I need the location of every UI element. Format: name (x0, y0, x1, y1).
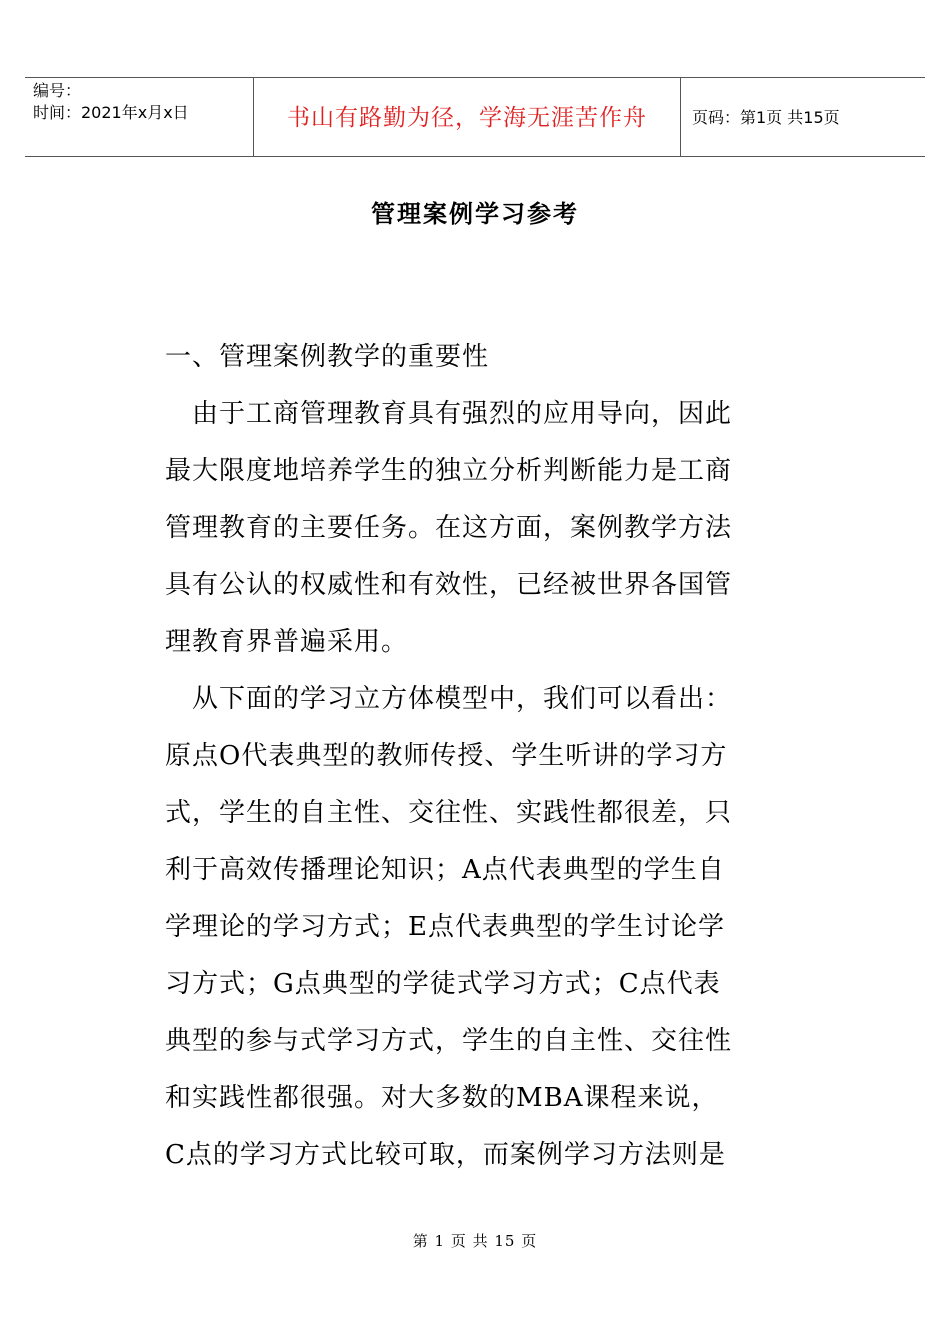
body-text-line: 管理教育的主要任务。在这方面，案例教学方法 (165, 513, 733, 543)
body-text-line: 原点O代表典型的教师传授、学生听讲的学习方 (165, 741, 728, 771)
document-title: 管理案例学习参考 (371, 200, 579, 228)
body-text-line: 具有公认的权威性和有效性，已经被世界各国管 (165, 570, 733, 600)
body-text-line: 典型的参与式学习方式，学生的自主性、交往性 (165, 1026, 733, 1056)
time-label: 时间：2021年x月x日 (33, 103, 189, 122)
document-header-table (25, 77, 925, 157)
body-text-line: C点的学习方式比较可取，而案例学习方法则是 (165, 1140, 726, 1170)
body-text-line: 理教育界普遍采用。 (165, 627, 409, 657)
header-page-cell (681, 78, 925, 156)
body-text-line: 从下面的学习立方体模型中，我们可以看出： (165, 684, 733, 714)
header-motto-cell (254, 78, 681, 156)
serial-number-label: 编号： (33, 81, 82, 100)
body-text-line: 利于高效传播理论知识；A点代表典型的学生自 (165, 855, 725, 885)
body-text-line: 式，学生的自主性、交往性、实践性都很差，只 (165, 798, 733, 828)
page-info: 页码：第1页 共15页 (692, 108, 840, 127)
body-text-line: 最大限度地培养学生的独立分析判断能力是工商 (165, 456, 733, 486)
body-text-line: 由于工商管理教育具有强烈的应用导向，因此 (165, 399, 733, 429)
header-meta-cell (25, 78, 254, 156)
motto-text: 书山有路勤为径，学海无涯苦作舟 (287, 105, 647, 131)
section-heading: 一、管理案例教学的重要性 (165, 342, 490, 372)
body-text-line: 和实践性都很强。对大多数的MBA课程来说， (165, 1083, 719, 1113)
page-footer: 第 1 页 共 15 页 (412, 1232, 538, 1250)
body-text-line: 学理论的学习方式；E点代表典型的学生讨论学 (165, 912, 725, 942)
body-text-line: 习方式；G点典型的学徒式学习方式；C点代表 (165, 969, 721, 999)
